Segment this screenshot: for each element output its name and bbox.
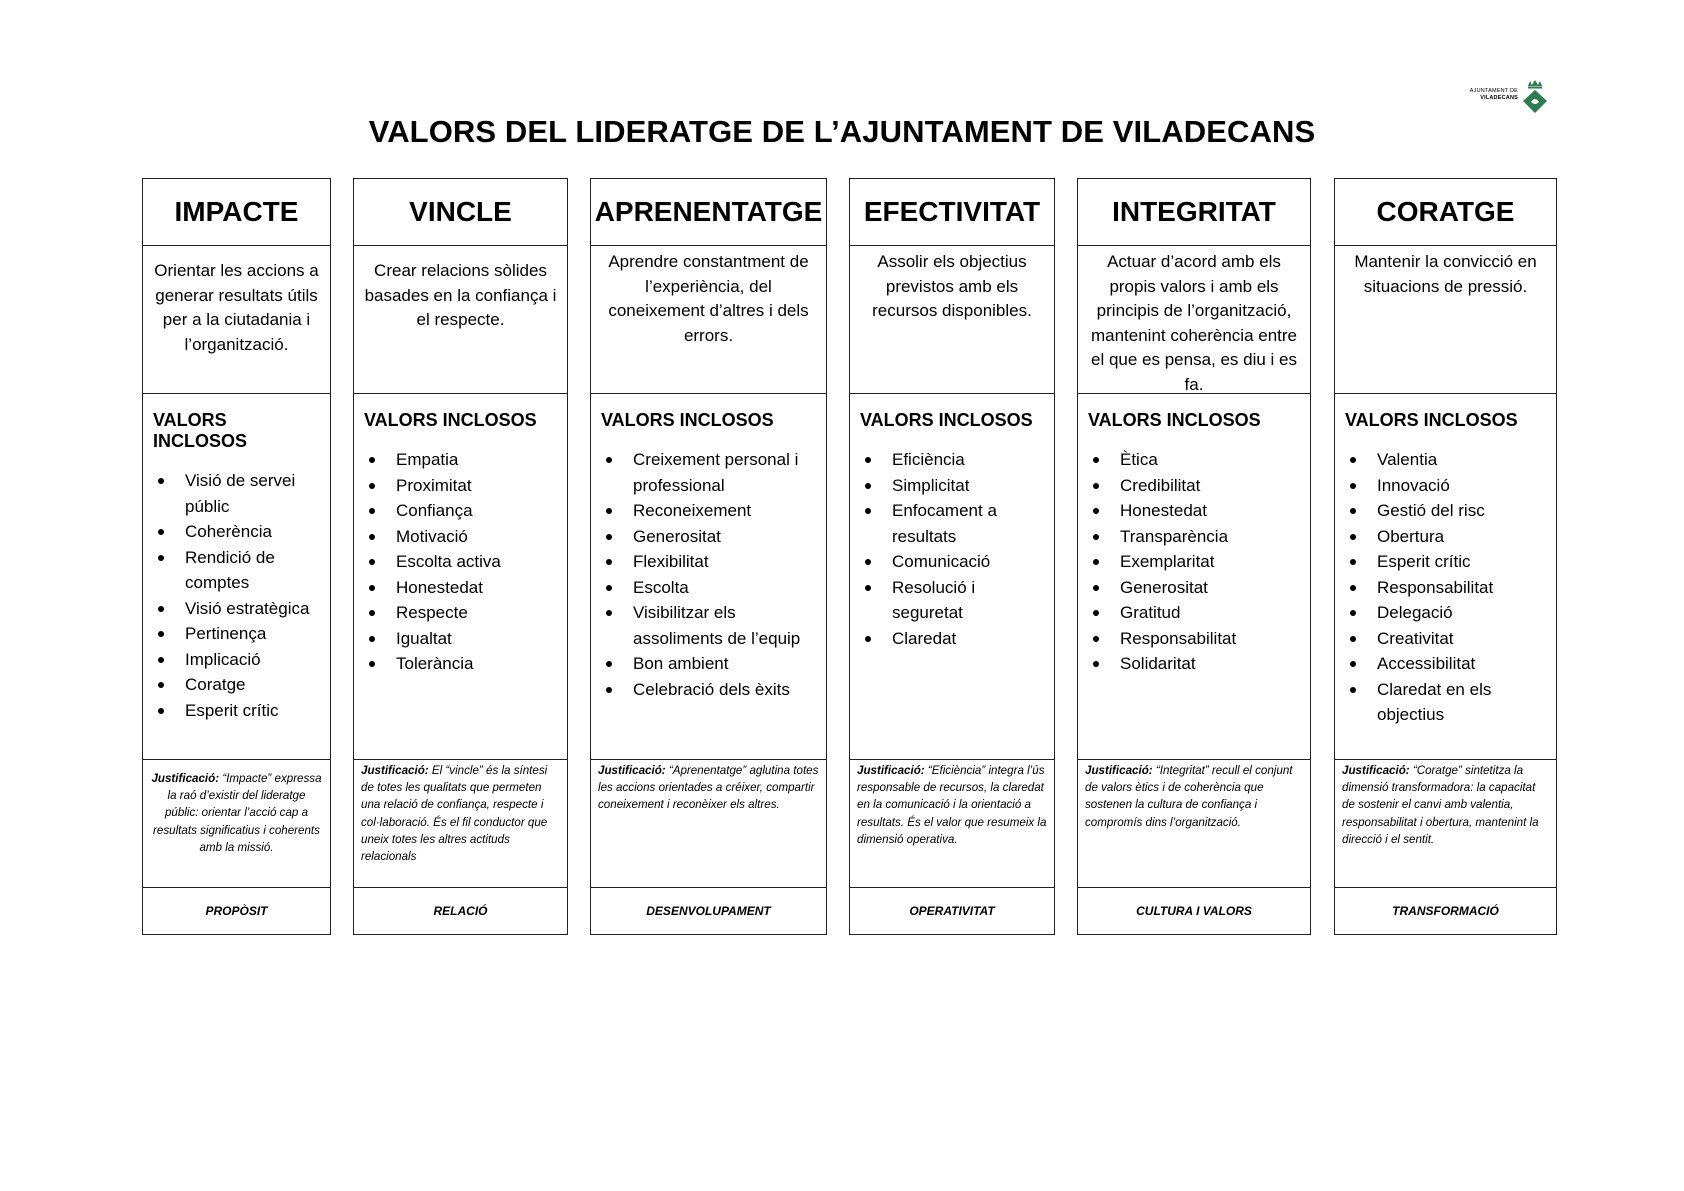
value-item: Generositat [601, 524, 816, 550]
justification [591, 759, 826, 887]
column-description: Aprendre constantment de l’experiència, del coneixement d’altres i dels errors. [591, 245, 826, 393]
value-item: Proximitat [364, 473, 557, 499]
value-item: Respecte [364, 600, 557, 626]
value-column-vincle [353, 178, 568, 935]
value-item: Visió de servei públic [153, 468, 320, 519]
value-item: Igualtat [364, 626, 557, 652]
footer-label: DESENVOLUPAMENT [646, 904, 771, 918]
values-heading: VALORS INCLOSOS [1088, 410, 1261, 430]
column-header [354, 179, 567, 245]
column-description: Crear relacions sòlides basades en la confiança i el respecte. [354, 245, 567, 393]
value-column-integritat [1077, 178, 1311, 935]
value-item: Confiança [364, 498, 557, 524]
value-item: Creativitat [1345, 626, 1546, 652]
justification-label: Justificació: [1085, 764, 1153, 777]
value-column-impacte [142, 178, 331, 935]
values-heading: VALORS INCLOSOS [601, 410, 774, 430]
value-item: Responsabilitat [1088, 626, 1300, 652]
values-heading: VALORS INCLOSOS [860, 410, 1033, 430]
column-header [143, 179, 330, 245]
value-column-efectivitat [849, 178, 1055, 935]
footer-label: RELACIÓ [433, 904, 488, 918]
footer-label: OPERATIVITAT [909, 904, 995, 918]
page-title: VALORS DEL LIDERATGE DE L’AJUNTAMENT DE VILADECANS [368, 114, 1316, 149]
justification-label: Justificació: [361, 764, 429, 777]
column-footer [1335, 887, 1556, 934]
value-item: Motivació [364, 524, 557, 550]
values-heading: VALORS INCLOSOS [153, 410, 248, 451]
value-item: Comunicació [860, 549, 1044, 575]
justification [354, 759, 567, 887]
column-footer [1078, 887, 1310, 934]
justification-text: “Integritat” recull el conjunt de valors ètics i de coherència que sostenen la cultura de confiança i compromís dins l’organització. [1085, 764, 1293, 829]
included-values [1335, 393, 1556, 759]
column-title: VINCLE [409, 196, 512, 227]
justification-text: “Impacte” expressa la raó d’existir del lideratge públic: orientar l’acció cap a resultats significatius i coherents amb la missió. [153, 772, 322, 854]
value-item: Escolta [601, 575, 816, 601]
included-values [850, 393, 1054, 759]
column-description: Mantenir la convicció en situacions de pressió. [1335, 245, 1556, 393]
column-header [1078, 179, 1310, 245]
logo-line-1: AJUNTAMENT DE [1469, 88, 1518, 94]
municipal-logo [1460, 80, 1550, 114]
value-item: Empatia [364, 447, 557, 473]
values-list [1345, 447, 1546, 728]
value-item: Solidaritat [1088, 651, 1300, 677]
justification-text: “Aprenentatge” aglutina totes les accions orientades a créixer, compartir coneixement i reconèixer els altres. [598, 764, 819, 812]
value-item: Innovació [1345, 473, 1546, 499]
value-item: Honestedat [1088, 498, 1300, 524]
value-column-coratge [1334, 178, 1557, 935]
values-heading: VALORS INCLOSOS [1345, 410, 1518, 430]
value-item: Gratitud [1088, 600, 1300, 626]
column-description: Actuar d’acord amb els propis valors i amb els principis de l’organització, mantenint coherència entre el que es pensa, es diu i es fa. [1078, 245, 1310, 393]
included-values [591, 393, 826, 759]
column-description: Assolir els objectius previstos amb els recursos disponibles. [850, 245, 1054, 393]
values-list [364, 447, 557, 677]
justification-label: Justificació: [857, 764, 925, 777]
value-item: Implicació [153, 647, 320, 673]
values-heading: VALORS INCLOSOS [364, 410, 537, 430]
value-item: Claredat [860, 626, 1044, 652]
value-item: Creixement personal i professional [601, 447, 816, 498]
values-list [860, 447, 1044, 651]
column-title: EFECTIVITAT [863, 196, 1041, 227]
value-item: Accessibilitat [1345, 651, 1546, 677]
justification [143, 759, 330, 887]
column-title: INTEGRITAT [1112, 196, 1276, 227]
column-footer [850, 887, 1054, 934]
justification-label: Justificació: [151, 772, 220, 785]
column-footer [354, 887, 567, 934]
value-item: Flexibilitat [601, 549, 816, 575]
value-item: Bon ambient [601, 651, 816, 677]
column-title: CORATGE [1376, 196, 1515, 227]
values-list [1088, 447, 1300, 677]
column-header [1335, 179, 1556, 245]
footer-label: TRANSFORMACIÓ [1392, 904, 1499, 918]
included-values [354, 393, 567, 759]
included-values [1078, 393, 1310, 759]
value-item: Rendició de comptes [153, 545, 320, 596]
value-item: Coherència [153, 519, 320, 545]
logo-text [1460, 88, 1518, 102]
value-item: Visió estratègica [153, 596, 320, 622]
value-item: Esperit crític [153, 698, 320, 724]
value-item: Credibilitat [1088, 473, 1300, 499]
column-footer [143, 887, 330, 934]
value-item: Escolta activa [364, 549, 557, 575]
value-item: Enfocament a resultats [860, 498, 1044, 549]
crest-icon [1522, 80, 1548, 114]
value-item: Tolerància [364, 651, 557, 677]
value-item: Generositat [1088, 575, 1300, 601]
value-item: Pertinença [153, 621, 320, 647]
value-item: Claredat en els objectius [1345, 677, 1546, 728]
column-title: APRENENTATGE [594, 196, 823, 227]
justification-label: Justificació: [1342, 764, 1410, 777]
logo-line-2: VILADECANS [1480, 95, 1518, 101]
value-item: Esperit crític [1345, 549, 1546, 575]
justification-text: El “vincle” és la síntesi de totes les qualitats que permeten una relació de confiança, respecte i col·laboració. És el fil conductor que uneix totes les altres actituds relacionals [361, 764, 548, 864]
value-item: Obertura [1345, 524, 1546, 550]
footer-label: PROPÒSIT [205, 904, 268, 918]
column-title: IMPACTE [174, 196, 299, 227]
value-item: Eficiència [860, 447, 1044, 473]
justification [850, 759, 1054, 887]
value-item: Coratge [153, 672, 320, 698]
value-item: Valentia [1345, 447, 1546, 473]
justification-label: Justificació: [598, 764, 666, 777]
column-description: Orientar les accions a generar resultats útils per a la ciutadania i l’organització. [143, 245, 330, 393]
value-item: Resolució i seguretat [860, 575, 1044, 626]
value-item: Exemplaritat [1088, 549, 1300, 575]
values-list [601, 447, 816, 702]
column-header [591, 179, 826, 245]
column-header [850, 179, 1054, 245]
value-item: Delegació [1345, 600, 1546, 626]
included-values [143, 393, 330, 759]
justification-text: “Eficiència” integra l’ús responsable de recursos, la claredat en la comunicació i la orientació a resultats. És el valor que resumeix la dimensió operativa. [857, 764, 1047, 846]
value-item: Visibilitzar els assoliments de l’equip [601, 600, 816, 651]
value-item: Responsabilitat [1345, 575, 1546, 601]
value-item: Gestió del risc [1345, 498, 1546, 524]
column-footer [591, 887, 826, 934]
values-list [153, 468, 320, 723]
justification-text: “Coratge” sintetitza la dimensió transformadora: la capacitat de sostenir el canvi amb valentia, responsabilitat i obertura, mantenint la direcció i el sentit. [1342, 764, 1539, 846]
justification [1078, 759, 1310, 887]
value-item: Ètica [1088, 447, 1300, 473]
justification [1335, 759, 1556, 887]
value-item: Simplicitat [860, 473, 1044, 499]
value-item: Celebració dels èxits [601, 677, 816, 703]
value-item: Transparència [1088, 524, 1300, 550]
value-item: Reconeixement [601, 498, 816, 524]
value-column-aprenentatge [590, 178, 827, 935]
footer-label: CULTURA I VALORS [1136, 904, 1252, 918]
value-item: Honestedat [364, 575, 557, 601]
